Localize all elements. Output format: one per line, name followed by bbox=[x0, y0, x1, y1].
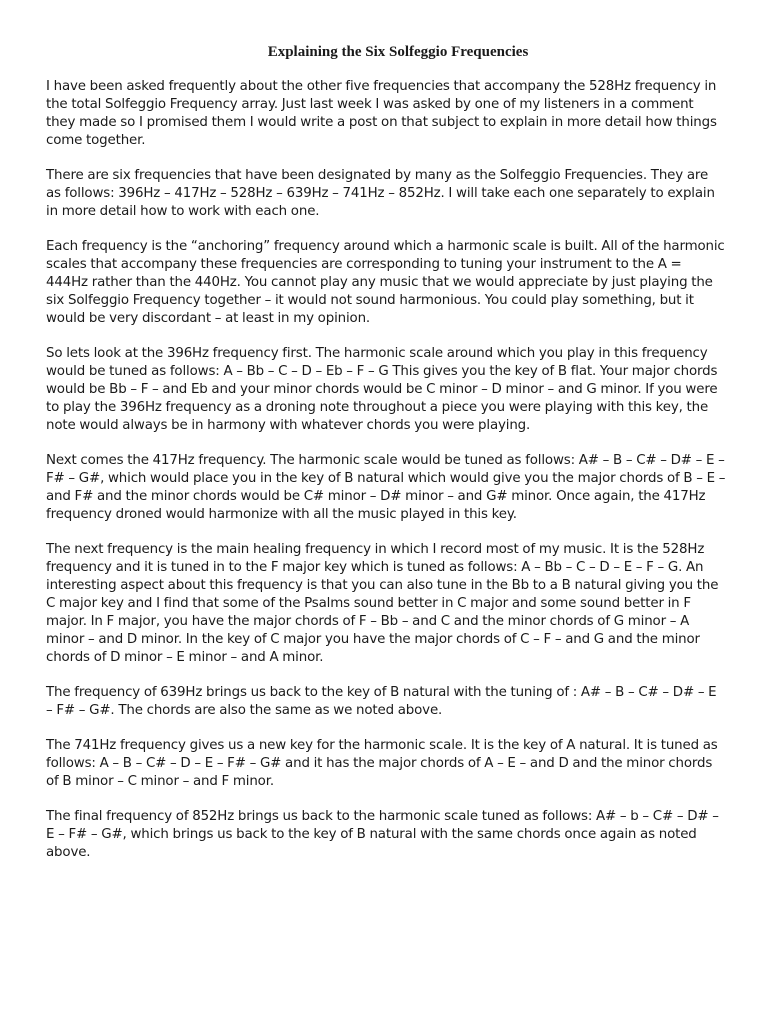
document-title: Explaining the Six Solfeggio Frequencies bbox=[267, 44, 529, 60]
paragraph-417hz: Next comes the 417Hz frequency. The harmonic scale would be tuned as follows: A# – B – C# – D# – E – F# – G#, which would place you in the key of B natural which would give you the major chords of B – E – and F# and the minor chords would be C# minor – D# minor – and G# minor. Once again, the 417Hz frequency droned would harmonize with all the music played in this key. bbox=[46, 453, 726, 522]
paragraph-intro: I have been asked frequently about the other five frequencies that accompany the 528Hz frequency in the total Solfeggio Frequency array. Just last week I was asked by one of my listeners in a comment they made so I promised them I would write a post on that subject to explain in more detail how things come together. bbox=[46, 79, 717, 148]
paragraph-528hz: The next frequency is the main healing frequency in which I record most of my music. It is the 528Hz frequency and it is tuned in to the F major key which is tuned as follows: A – Bb – C – D – E – F – G. An interesting aspect about this frequency is that you can also tune in the Bb to a B natural giving you the C major key and I find that some of the Psalms sound better in C major and some sound better in F major. In F major, you have the major chords of F – Bb – and C and the minor chords of G minor – A minor – and D minor. In the key of C major you have the major chords of C – F – and G and the minor chords of D minor – E minor – and A minor. bbox=[46, 542, 719, 665]
paragraph-741hz: The 741Hz frequency gives us a new key for the harmonic scale. It is the key of A natural. It is tuned as follows: A – B – C# – D – E – F# – G# and it has the major chords of A – E – and D and the minor chords of B minor – C minor – and F minor. bbox=[46, 738, 718, 789]
paragraph-anchoring: Each frequency is the “anchoring” frequency around which a harmonic scale is built. All of the harmonic scales that accompany these frequencies are corresponding to tuning your instrument to the A = 444Hz rather than the 440Hz. You cannot play any music that we would appreciate by just playing the six Solfeggio Frequency together – it would not sound harmonious. You could play something, but it would be very discordant – at least in my opinion. bbox=[46, 239, 725, 326]
paragraph-852hz: The final frequency of 852Hz brings us back to the harmonic scale tuned as follows: A# – b – C# – D# – E – F# – G#, which brings us back to the key of B natural with the same chords once again as noted above. bbox=[46, 809, 719, 860]
paragraph-396hz: So lets look at the 396Hz frequency first. The harmonic scale around which you play in this frequency would be tuned as follows: A – Bb – C – D – Eb – F – G This gives you the key of B flat. Your major chords would be Bb – F – and Eb and your minor chords would be C minor – D minor – and G minor. If you were to play the 396Hz frequency as a droning note throughout a piece you were playing with this key, the note would always be in harmony with whatever chords you were playing. bbox=[46, 346, 718, 433]
document-page bbox=[46, 42, 726, 879]
paragraph-six-frequencies: There are six frequencies that have been designated by many as the Solfeggio Frequencies. They are as follows: 396Hz – 417Hz – 528Hz – 639Hz – 741Hz – 852Hz. I will take each one separately to explain in more detail how to work with each one. bbox=[46, 168, 715, 219]
paragraph-639hz: The frequency of 639Hz brings us back to the key of B natural with the tuning of : A# – B – C# – D# – E – F# – G#. The chords are also the same as we noted above. bbox=[46, 685, 717, 718]
